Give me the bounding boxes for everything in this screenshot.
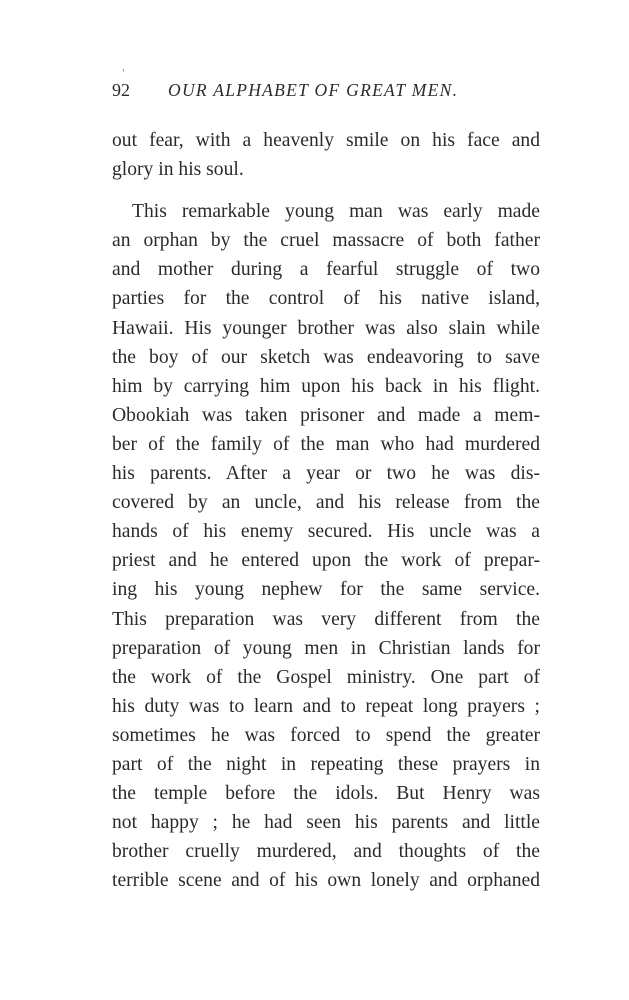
text-line: brother cruelly murdered, and thoughts of the <box>112 841 540 863</box>
text-line: the temple before the idols. But Henry was <box>112 783 540 805</box>
body-text <box>112 126 540 895</box>
text-line: ber of the family of the man who had murdered <box>112 433 540 455</box>
paragraph <box>112 197 540 895</box>
text-line: out fear, with a heavenly smile on his face and <box>112 130 540 151</box>
page-number: 92 <box>112 80 130 100</box>
running-head: OUR ALPHABET OF GREAT MEN. <box>168 80 459 100</box>
text-line: sometimes he was forced to spend the greater <box>112 724 540 746</box>
text-line: ing his young nephew for the same service. <box>112 579 540 601</box>
ink-speck: ' <box>122 69 125 79</box>
text-line: This preparation was very different from the <box>112 608 540 630</box>
text-line: the boy of our sketch was endeavoring to save <box>112 346 540 368</box>
text-line: terrible scene and of his own lonely and orphaned <box>112 870 540 892</box>
text-line: his parents. After a year or two he was dis- <box>112 463 540 485</box>
text-line: glory in his soul. <box>112 159 244 181</box>
text-line: his duty was to learn and to repeat long prayers ; <box>112 695 540 717</box>
text-line: priest and he entered upon the work of prepar- <box>112 550 540 572</box>
page-header <box>112 78 542 102</box>
text-line: the work of the Gospel ministry. One part of <box>112 666 540 688</box>
text-line: Obookiah was taken prisoner and made a mem- <box>112 404 540 426</box>
text-line: not happy ; he had seen his parents and little <box>112 812 540 834</box>
text-line: This remarkable young man was early made <box>132 201 540 223</box>
paragraph <box>112 126 540 184</box>
text-line: preparation of young men in Christian lands for <box>112 637 540 659</box>
text-line: Hawaii. His younger brother was also slain while <box>112 317 540 339</box>
text-line: an orphan by the cruel massacre of both father <box>112 230 540 252</box>
text-line: hands of his enemy secured. His uncle was a <box>112 521 540 543</box>
text-line: and mother during a fearful struggle of two <box>112 259 540 281</box>
text-line: covered by an uncle, and his release from the <box>112 492 540 514</box>
text-line: parties for the control of his native island, <box>112 288 540 310</box>
text-line: him by carrying him upon his back in his flight. <box>112 375 540 397</box>
text-line: part of the night in repeating these prayers in <box>112 753 540 775</box>
